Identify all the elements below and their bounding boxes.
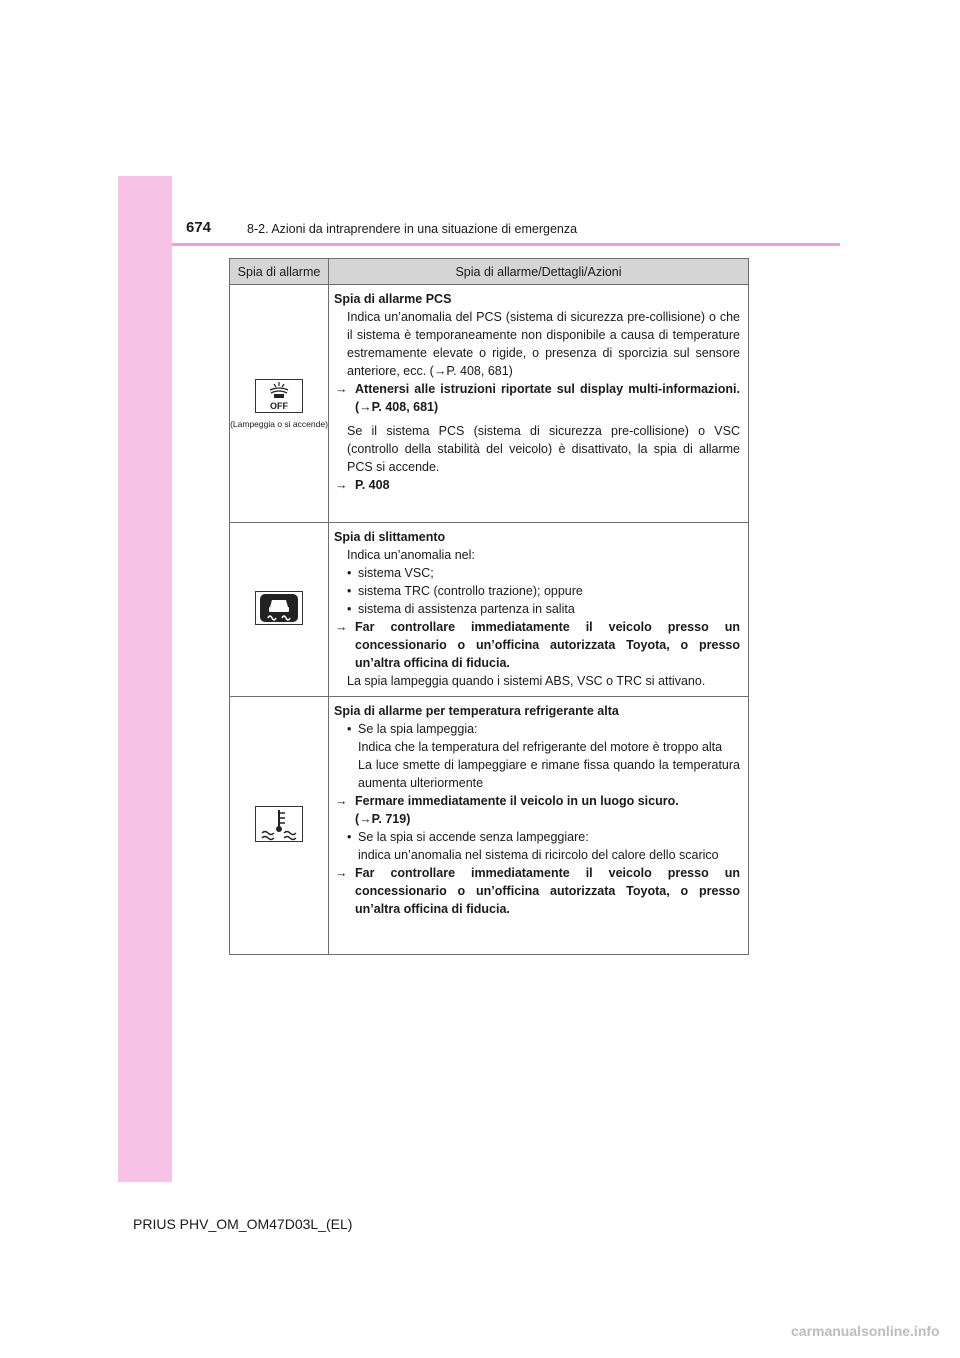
entry-note: La spia lampeggia quando i sistemi ABS, VSC o TRC si attivano. bbox=[347, 674, 706, 688]
list-item: • sistema di assistenza partenza in salita bbox=[347, 602, 575, 616]
entry-description: Indica un’anomalia del PCS (sistema di sicurezza pre-collisione) o che il sistema è temporaneamente non disponibile a causa di temperature estremamente elevate o rigide, o presenza di sporcizia sul sensore anteriore, ecc. (→P. 408, 681) bbox=[347, 310, 740, 378]
reference-line: (→P. 719) bbox=[355, 812, 411, 826]
table-row bbox=[230, 285, 749, 523]
icon-cell bbox=[230, 285, 329, 523]
list-item-detail: indica un’anomalia nel sistema di ricircolo del calore dello scarico bbox=[358, 848, 719, 862]
list-item: • Se la spia si accende senza lampeggiare: bbox=[347, 830, 589, 844]
details-cell bbox=[329, 523, 749, 697]
table-row bbox=[230, 697, 749, 955]
watermark: carmanualsonline.info bbox=[791, 1323, 940, 1339]
action-line: → Attenersi alle istruzioni riportate sul display multi-informazioni. (→P. 408, 681) bbox=[335, 382, 740, 414]
list-item: • sistema TRC (controllo trazione); oppure bbox=[347, 584, 583, 598]
details-cell bbox=[329, 285, 749, 523]
section-title: 8-2. Azioni da intraprendere in una situazione di emergenza bbox=[247, 222, 578, 236]
action-line: → Far controllare immediatamente il veicolo presso un concessionario o un’officina autorizzata Toyota, o presso un’altra officina di fiducia. bbox=[335, 866, 740, 916]
action-line: → Fermare immediatamente il veicolo in un luogo sicuro. bbox=[335, 794, 679, 808]
entry-note: Se il sistema PCS (sistema di sicurezza pre-collisione) o VSC (controllo della stabilità del veicolo) è disattivato, la spia di allarme PCS si accende. bbox=[347, 424, 740, 474]
table-header-row bbox=[230, 259, 749, 285]
icon-cell bbox=[230, 697, 329, 955]
pcs-icon-text: OFF bbox=[270, 400, 288, 411]
header-rule bbox=[172, 243, 840, 246]
footer-doc-code: PRIUS PHV_OM_OM47D03L_(EL) bbox=[133, 1216, 353, 1232]
list-item-detail: Indica che la temperatura del refrigerante del motore è troppo alta bbox=[358, 740, 723, 754]
warning-lights-table bbox=[229, 258, 749, 955]
icon-caption: (Lampeggia o si accende) bbox=[230, 418, 328, 429]
action-line: → Far controllare immediatamente il veicolo presso un concessionario o un’officina autorizzata Toyota, o presso un’altra officina di fiducia. bbox=[335, 620, 740, 670]
list-item: • sistema VSC; bbox=[347, 566, 434, 580]
table-row bbox=[230, 523, 749, 697]
entry-title: Spia di allarme PCS bbox=[334, 292, 452, 306]
reference-line: → P. 408 bbox=[335, 478, 390, 492]
page-number: 674 bbox=[186, 219, 212, 236]
slip-indicator-icon bbox=[255, 591, 303, 625]
column-header-light: Spia di allarme bbox=[230, 259, 329, 285]
icon-cell bbox=[230, 523, 329, 697]
list-item-detail: La luce smette di lampeggiare e rimane fissa quando la temperatura aumenta ulteriormente bbox=[358, 758, 740, 790]
list-item: • Se la spia lampeggia: bbox=[347, 722, 478, 736]
side-color-strip bbox=[118, 176, 172, 1182]
coolant-temperature-icon bbox=[255, 806, 303, 842]
entry-title: Spia di slittamento bbox=[334, 530, 446, 544]
entry-title: Spia di allarme per temperatura refrigerante alta bbox=[334, 704, 619, 718]
details-cell bbox=[329, 697, 749, 955]
entry-description: Indica un’anomalia nel: bbox=[347, 548, 475, 562]
pcs-warning-icon bbox=[255, 379, 303, 413]
column-header-details: Spia di allarme/Dettagli/Azioni bbox=[329, 259, 749, 285]
